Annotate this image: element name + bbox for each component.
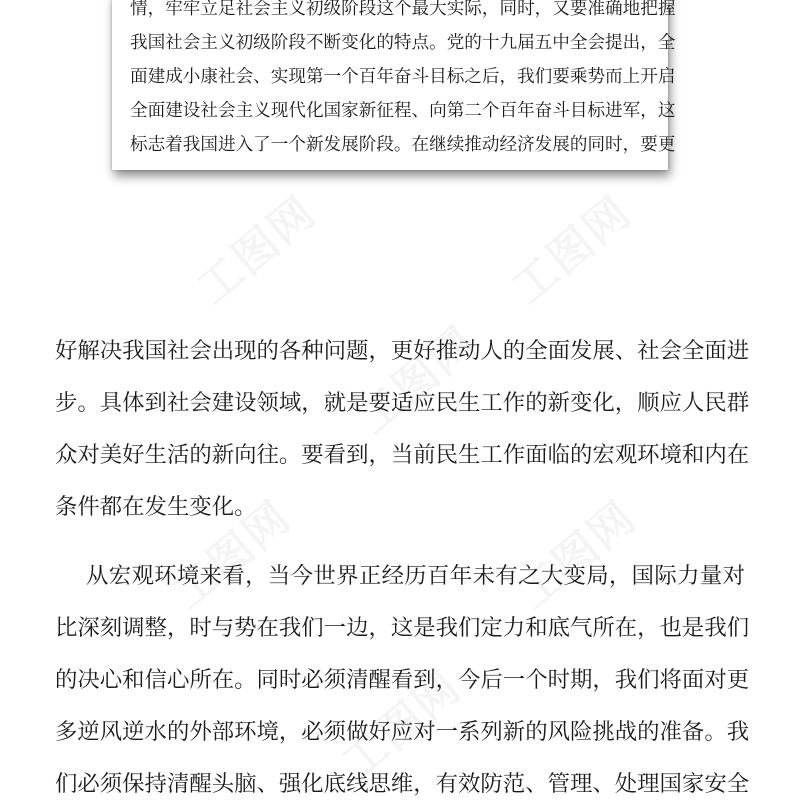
card-line: 情，牢牢立足社会主义初级阶段这个最大实际，同时，又要准确地把握 [130,0,676,19]
card-line: 面建成小康社会、实现第一个百年奋斗目标之后，我们要乘势而上开启 [130,67,676,87]
body-line: 多逆风逆水的外部环境，必须做好应对一系列新的风险挑战的准备。我 [55,719,750,745]
watermark [181,178,328,316]
body-line: 比深刻调整，时与势在我们一边，这是我们定力和底气所在，也是我们 [55,615,750,641]
body-line: 条件都在发生变化。 [55,494,257,520]
body-line: 好解决我国社会出现的各种问题，更好推动人的全面发展、社会全面进 [55,338,750,364]
card-line: 标志着我国进入了一个新发展阶段。在继续推动经济发展的同时，要更 [130,135,676,155]
document-card [112,0,676,170]
card-line: 全面建设社会主义现代化国家新征程、向第二个百年奋斗目标进军，这 [130,101,676,121]
body-line: 步。具体到社会建设领域，就是要适应民生工作的新变化，顺应人民群 [55,390,750,416]
body-line: 们必须保持清醒头脑、强化底线思维，有效防范、管理、处理国家安全 [55,771,750,797]
body-line: 众对美好生活的新向往。要看到，当前民生工作面临的宏观环境和内在 [55,442,750,468]
watermark [496,178,643,316]
body-line: 的决心和信心所在。同时必须清醒看到，今后一个时期，我们将面对更 [55,667,750,693]
card-line: 我国社会主义初级阶段不断变化的特点。党的十九届五中全会提出，全 [130,33,676,53]
body-line: 从宏观环境来看，当今世界正经历百年未有之大变局，国际力量对 [86,563,745,589]
